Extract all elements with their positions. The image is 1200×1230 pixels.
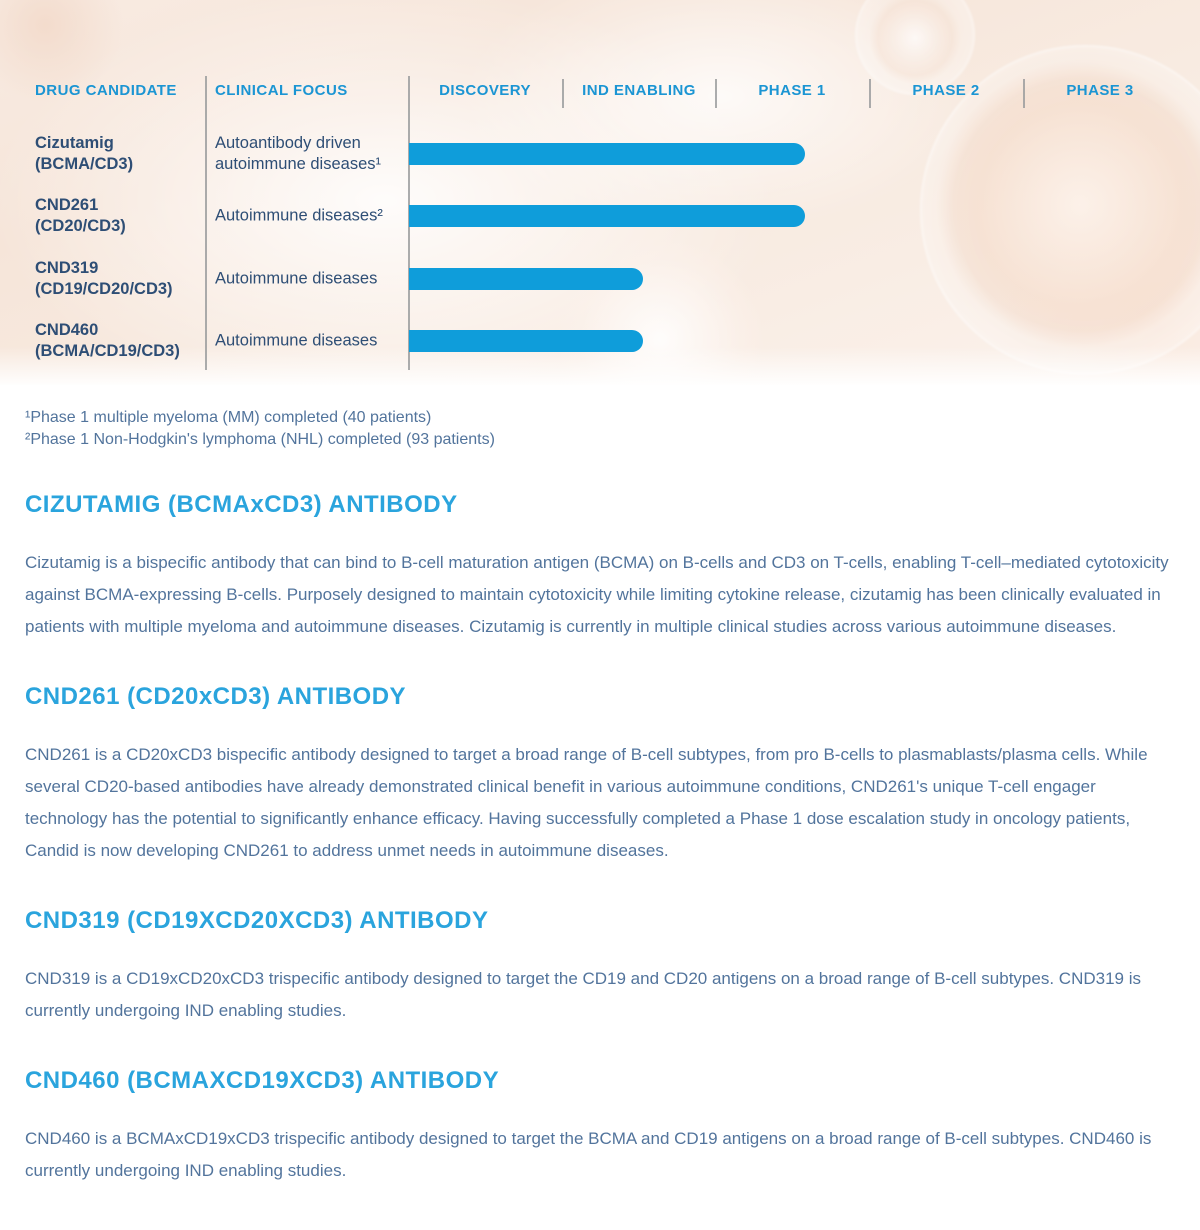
progress-bar xyxy=(409,330,643,352)
section-heading: CND261 (CD20xCD3) ANTIBODY xyxy=(25,683,406,710)
column-header-clinical-focus: CLINICAL FOCUS xyxy=(215,82,348,99)
pipeline-row-cnd460 xyxy=(0,318,1200,364)
column-header-discovery: DISCOVERY xyxy=(439,82,531,99)
drug-name xyxy=(35,195,203,237)
drug-name-line: CND261 xyxy=(35,196,99,214)
progress-bar xyxy=(409,205,805,227)
pipeline-hero xyxy=(0,0,1200,385)
page-content xyxy=(0,407,1200,1227)
drug-name xyxy=(35,258,203,300)
clinical-focus: Autoimmune diseases² xyxy=(215,206,383,225)
clinical-focus: Autoantibody driven autoimmune diseases¹ xyxy=(215,134,381,173)
drug-target-line: (BCMA/CD3) xyxy=(35,155,134,173)
drug-target-line: (CD20/CD3) xyxy=(35,217,126,235)
section-cnd460 xyxy=(25,1067,1175,1187)
drug-target-line: (BCMA/CD19/CD3) xyxy=(35,342,180,360)
phase-divider xyxy=(715,79,717,108)
pipeline-row-cnd319 xyxy=(0,256,1200,302)
drug-target-line: (CD19/CD20/CD3) xyxy=(35,280,173,298)
clinical-focus: Autoimmune diseases xyxy=(215,331,378,350)
footnote-1: ¹Phase 1 multiple myeloma (MM) completed (40 patients) xyxy=(25,409,432,426)
column-header-drug-candidate: DRUG CANDIDATE xyxy=(35,82,177,99)
drug-name-line: Cizutamig xyxy=(35,134,114,152)
section-heading: CND460 (BCMAXCD19XCD3) ANTIBODY xyxy=(25,1067,500,1094)
column-header-phase-3: PHASE 3 xyxy=(1066,82,1134,99)
section-cizutamig xyxy=(25,491,1175,643)
drug-name-line: CND319 xyxy=(35,259,99,277)
section-body: CND261 is a CD20xCD3 bispecific antibody designed to target a broad range of B-cell subtypes, from pro B-cells to plasmablasts/plasma cells. While several CD20-based antibodies have already demonstrated clinical benefit in various autoimmune conditions, CND261's unique T-cell engager technology has the potential to significantly enhance efficacy. Having successfully completed a Phase 1 dose escalation study in oncology patients, Candid is now developing CND261 to address unmet needs in autoimmune diseases. xyxy=(25,745,1148,860)
progress-track xyxy=(409,330,1176,352)
progress-track xyxy=(409,205,1176,227)
pipeline-row-cnd261 xyxy=(0,193,1200,239)
drug-name-line: CND460 xyxy=(35,321,99,339)
cell-illustration-small xyxy=(855,0,975,95)
section-cnd261 xyxy=(25,683,1175,867)
progress-bar xyxy=(409,143,805,165)
section-body: Cizutamig is a bispecific antibody that can bind to B-cell maturation antigen (BCMA) on B-cells and CD3 on T-cells, enabling T-cell–mediated cytotoxicity against BCMA-expressing B-cells. Purposely designed to maintain cytotoxicity while limiting cytokine release, cizutamig has been clinically evaluated in patients with multiple myeloma and autoimmune diseases. Cizutamig is currently in multiple clinical studies across various autoimmune diseases. xyxy=(25,553,1169,636)
clinical-focus: Autoimmune diseases xyxy=(215,269,378,288)
progress-track xyxy=(409,143,1176,165)
drug-name xyxy=(35,320,203,362)
footnotes xyxy=(25,407,1175,451)
section-heading: CIZUTAMIG (BCMAxCD3) ANTIBODY xyxy=(25,491,458,518)
phase-divider xyxy=(562,79,564,108)
phase-divider xyxy=(1023,79,1025,108)
drug-name xyxy=(35,133,203,175)
column-header-phase-1: PHASE 1 xyxy=(758,82,826,99)
section-cnd319 xyxy=(25,907,1175,1027)
phase-divider xyxy=(869,79,871,108)
pipeline-row-cizutamig xyxy=(0,131,1200,177)
column-header-phase-2: PHASE 2 xyxy=(912,82,980,99)
section-body: CND460 is a BCMAxCD19xCD3 trispecific antibody designed to target the BCMA and CD19 antigens on a broad range of B-cell subtypes. CND460 is currently undergoing IND enabling studies. xyxy=(25,1129,1152,1180)
section-heading: CND319 (CD19XCD20XCD3) ANTIBODY xyxy=(25,907,489,934)
footnote-2: ²Phase 1 Non-Hodgkin's lymphoma (NHL) completed (93 patients) xyxy=(25,431,495,448)
section-body: CND319 is a CD19xCD20xCD3 trispecific antibody designed to target the CD19 and CD20 antigens on a broad range of B-cell subtypes. CND319 is currently undergoing IND enabling studies. xyxy=(25,969,1141,1020)
progress-track xyxy=(409,268,1176,290)
column-header-ind-enabling: IND ENABLING xyxy=(582,82,696,99)
progress-bar xyxy=(409,268,643,290)
